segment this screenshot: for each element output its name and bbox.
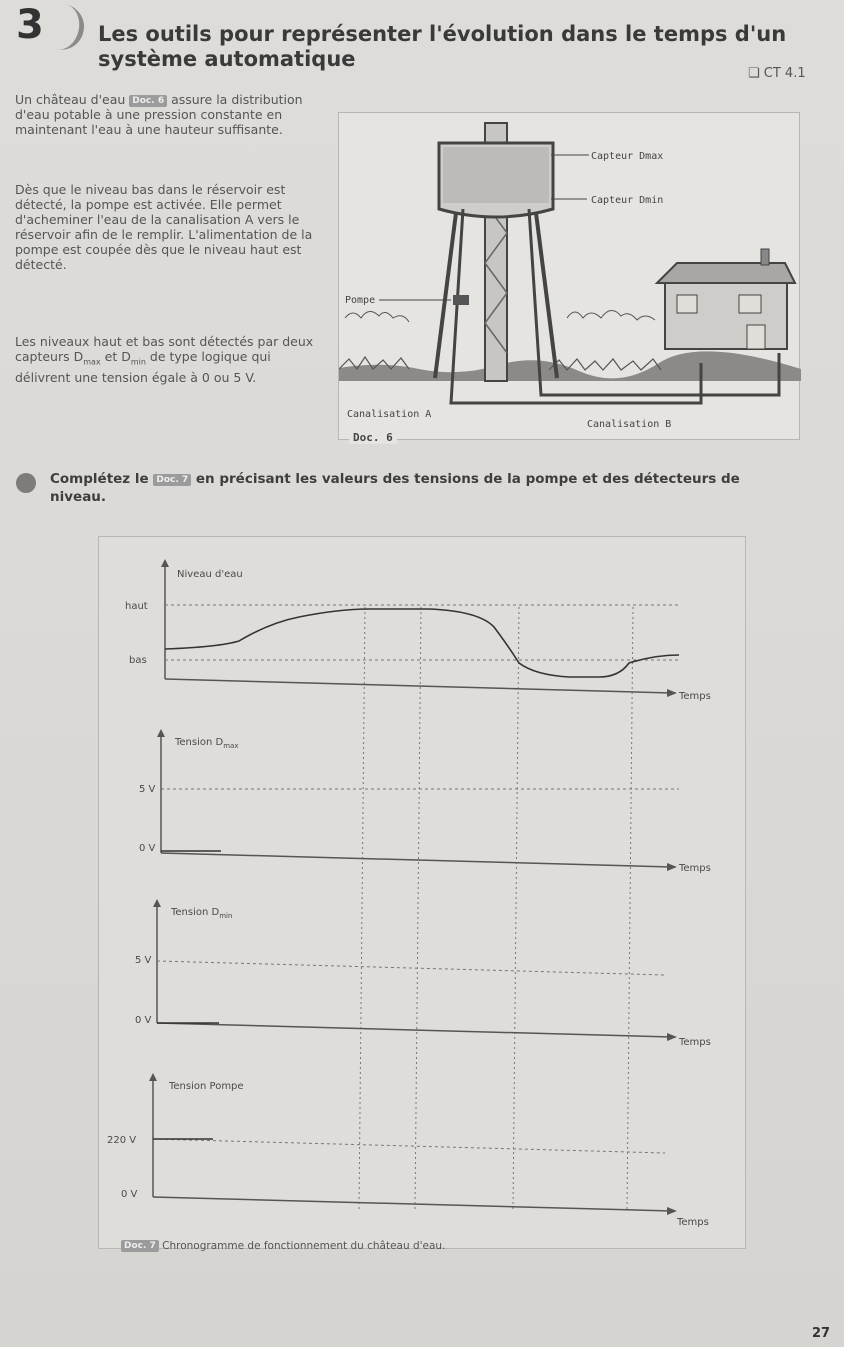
section-number: 3 — [16, 2, 44, 48]
chart4-ylabel: Tension Pompe — [169, 1081, 244, 1092]
chart3-high-label: 5 V — [135, 955, 152, 966]
chart2-high-label: 5 V — [139, 784, 156, 795]
chart4-xlabel: Temps — [677, 1217, 709, 1228]
subscript: max — [83, 357, 101, 367]
question-text — [50, 470, 750, 506]
chart2-xlabel: Temps — [679, 863, 711, 874]
water-level-curve — [165, 609, 679, 677]
chart1-xlabel: Temps — [679, 691, 711, 702]
intro-text: Un château d'eau — [15, 92, 126, 107]
chart3-xlabel: Temps — [679, 1037, 711, 1048]
chart-tension-pompe — [107, 1073, 709, 1228]
chart1-low-label: bas — [129, 655, 147, 666]
intro-text: de type logique qui délivrent une tension égale à 0 ou 5 V. — [15, 349, 271, 385]
capteur-min-label: Capteur Dmin — [591, 195, 664, 206]
intro-paragraph-3 — [15, 334, 320, 385]
doc6-caption: Doc. 6 — [349, 431, 397, 444]
chronogram-figure — [98, 536, 746, 1252]
chart3-ylabel: Tension $D_{min}$ — [171, 907, 233, 920]
canal-a-label: Canalisation A — [347, 409, 432, 420]
intro-text: et D — [100, 349, 131, 364]
doc-reference-badge: Doc. 7 — [153, 474, 191, 486]
time-guide-line — [359, 607, 365, 1209]
chart2-ylabel: Tension $D_{max}$ — [175, 737, 239, 750]
chart4-high-label: 220 V — [107, 1135, 137, 1146]
canal-b-label: Canalisation B — [587, 419, 672, 430]
chart2-low-label: 0 V — [139, 843, 156, 854]
chart-water-level — [125, 559, 711, 702]
time-guide-line — [513, 607, 519, 1209]
question-bullet — [16, 473, 36, 493]
water-tower-figure — [338, 112, 800, 444]
intro-paragraph-1 — [15, 92, 320, 137]
time-guide-line — [415, 607, 421, 1209]
caption-text: Chronogramme de fonctionnement du château d'eau. — [162, 1240, 446, 1252]
water-tower-illustration — [339, 113, 801, 441]
time-guide-line — [627, 607, 633, 1209]
pump-label: Pompe — [345, 295, 376, 306]
question-part: Complétez le — [50, 471, 149, 487]
chronogram-caption — [121, 1240, 445, 1252]
doc-reference-badge: Doc. 6 — [129, 95, 167, 107]
chart3-low-label: 0 V — [135, 1015, 152, 1026]
chart4-low-label: 0 V — [121, 1189, 138, 1200]
chart-tension-dmin — [135, 899, 711, 1048]
chart-tension-dmax — [139, 729, 711, 874]
chronogram-svg — [99, 537, 747, 1250]
intro-text: Les niveaux haut et bas sont détectés par deux capteurs D — [15, 334, 314, 364]
intro-paragraph-2 — [15, 182, 320, 272]
chart1-high-label: haut — [125, 601, 148, 612]
ct-tag: ❏ CT 4.1 — [748, 66, 806, 81]
subscript: min — [130, 357, 146, 367]
chart1-ylabel: Niveau d'eau — [177, 569, 243, 580]
page-number: 27 — [812, 1326, 831, 1341]
question-part: en précisant les valeurs des tensions de la pompe et des détecteurs de niveau. — [50, 471, 740, 505]
intro-text: assure la distribution d'eau potable à une pression constante en maintenant l'eau à une hauteur suffisante. — [15, 92, 303, 137]
capteur-max-label: Capteur Dmax — [591, 151, 664, 162]
section-title: Les outils pour représenter l'évolution dans le temps d'un système automatique — [98, 22, 787, 71]
doc-reference-badge: Doc. 7 — [121, 1240, 159, 1252]
intro-text: Dès que le niveau bas dans le réservoir est détecté, la pompe est activée. Elle permet d'acheminer l'eau de la canalisation A vers le réservoir afin de le remplir. L'alimentation de la pompe est coupée dès que le niveau haut est détecté. — [15, 182, 313, 272]
section-swoosh — [36, 0, 89, 54]
